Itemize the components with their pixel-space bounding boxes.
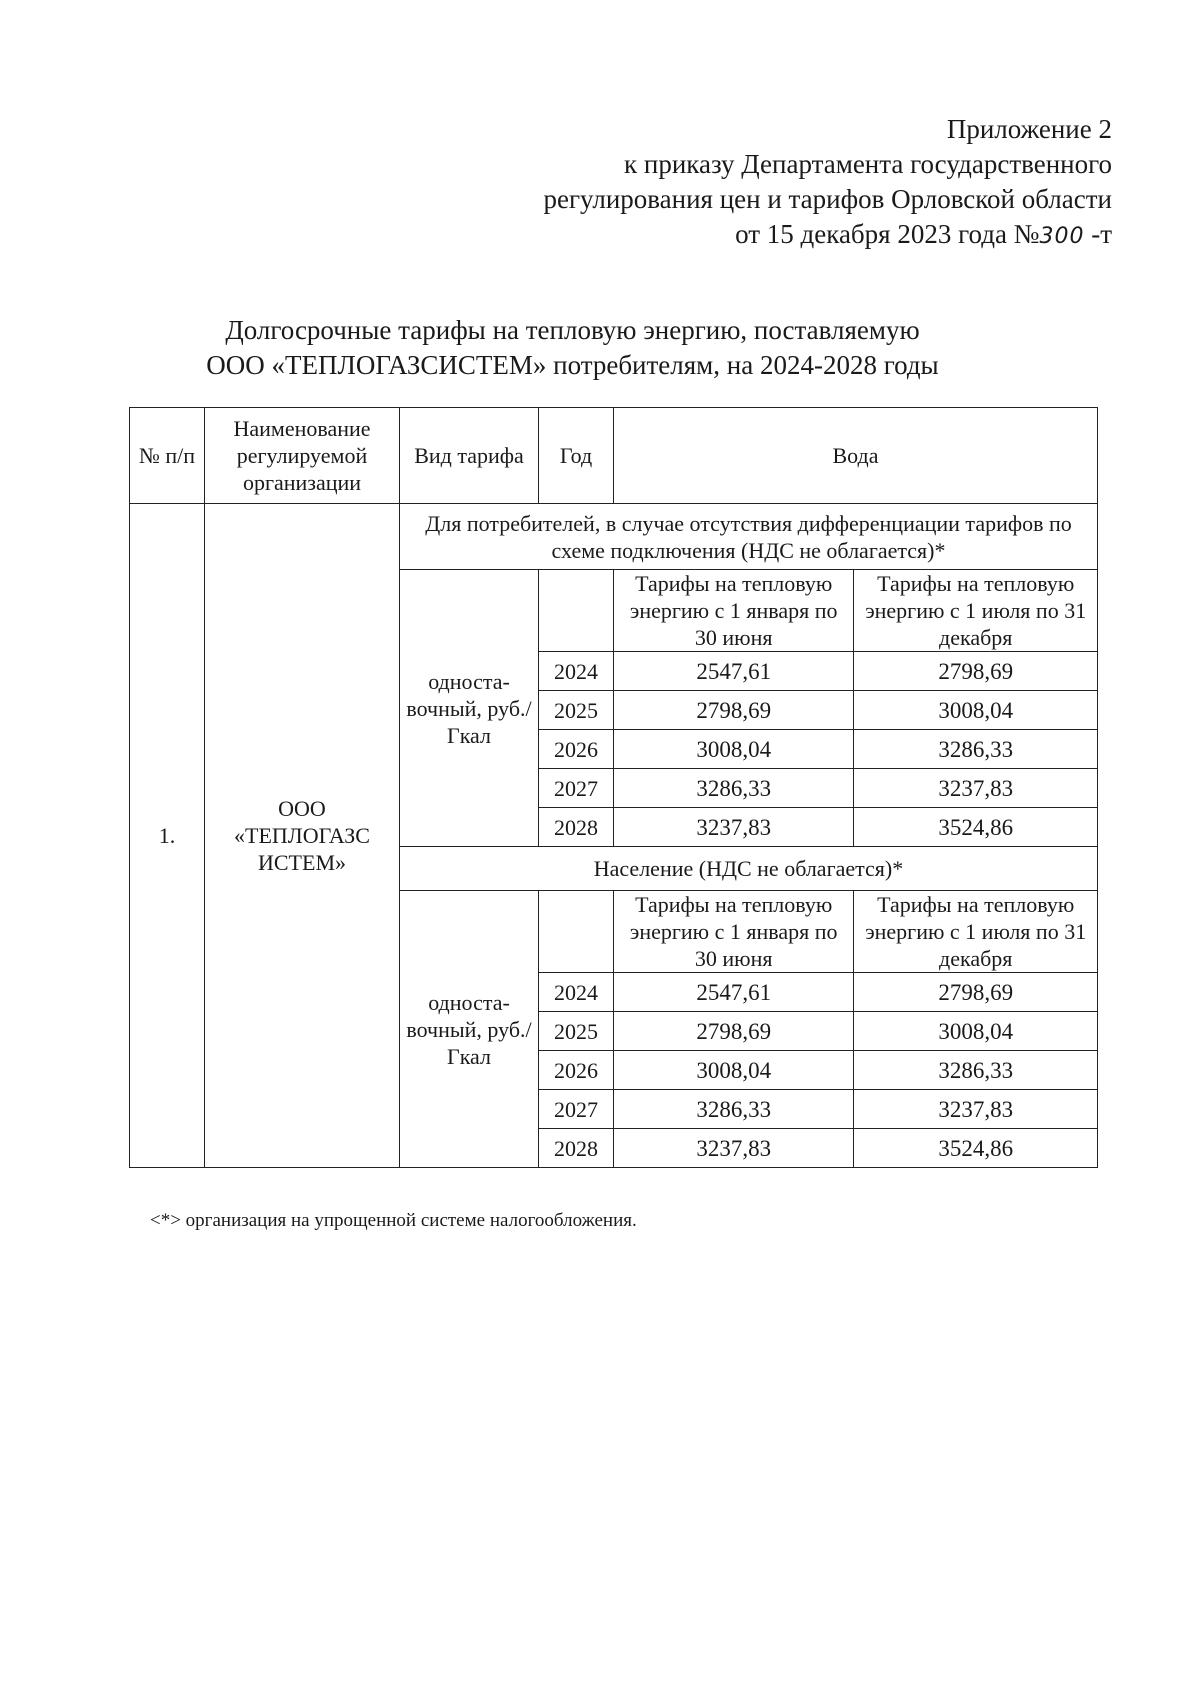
- year-cell: 2025: [539, 691, 614, 730]
- order-suffix: -т: [1084, 219, 1112, 249]
- appendix-line-3: регулирования цен и тарифов Орловской области: [543, 184, 1112, 214]
- appendix-block: [543, 112, 1112, 254]
- year-cell: 2026: [539, 730, 614, 769]
- tariff-h2-cell: 3524,86: [854, 1129, 1098, 1168]
- header-org: Наименование регулируемой организации: [205, 408, 400, 504]
- order-number: 300: [1039, 224, 1085, 249]
- year-cell: 2028: [539, 808, 614, 847]
- header-year: Год: [539, 408, 614, 504]
- appendix-line-2: к приказу Департамента государственного: [624, 149, 1112, 179]
- row-number: 1.: [130, 504, 205, 1168]
- period-header-h1: Тарифы на тепловую энергию с 1 января по 30 июня: [614, 891, 854, 973]
- header-water: Вода: [614, 408, 1098, 504]
- year-cell: 2025: [539, 1012, 614, 1051]
- title-line-1: Долгосрочные тарифы на тепловую энергию, поставляемую: [225, 315, 920, 345]
- tariff-h1-cell: 2798,69: [614, 1012, 854, 1051]
- org-name: ООО «ТЕПЛОГАЗС ИСТЕМ»: [205, 504, 400, 1168]
- tariff-h1-cell: 3286,33: [614, 1090, 854, 1129]
- tariff-h2-cell: 3286,33: [854, 1051, 1098, 1090]
- header-num: № п/п: [130, 408, 205, 504]
- tariff-h1-cell: 2547,61: [614, 652, 854, 691]
- year-cell: 2027: [539, 769, 614, 808]
- tariff-h2-cell: 3237,83: [854, 769, 1098, 808]
- year-cell: 2027: [539, 1090, 614, 1129]
- tariff-table: [129, 407, 1098, 1168]
- appendix-line-4: [543, 217, 1112, 254]
- tariff-h2-cell: 3008,04: [854, 691, 1098, 730]
- tariff-h2-cell: 3524,86: [854, 808, 1098, 847]
- tariff-h2-cell: 3008,04: [854, 1012, 1098, 1051]
- tariff-h1-cell: 2547,61: [614, 973, 854, 1012]
- order-date: от 15 декабря 2023 года №: [735, 219, 1040, 249]
- year-cell: 2028: [539, 1129, 614, 1168]
- header-type: Вид тарифа: [400, 408, 539, 504]
- period-year-empty: [539, 570, 614, 652]
- table-header-row: [130, 408, 1098, 504]
- period-year-empty: [539, 891, 614, 973]
- tariff-h2-cell: 3237,83: [854, 1090, 1098, 1129]
- period-header-h2: Тарифы на тепловую энергию с 1 июля по 31 декабря: [854, 891, 1098, 973]
- group-1-tariff-type: односта-вочный, руб./Гкал: [400, 570, 539, 847]
- title-line-2: ООО «ТЕПЛОГАЗСИСТЕМ» потребителям, на 2024-2028 годы: [206, 350, 939, 380]
- tariff-h1-cell: 3008,04: [614, 730, 854, 769]
- appendix-line-1: Приложение 2: [946, 114, 1112, 144]
- year-cell: 2024: [539, 973, 614, 1012]
- tariff-h1-cell: 3286,33: [614, 769, 854, 808]
- year-cell: 2026: [539, 1051, 614, 1090]
- group-2-title: Население (НДС не облагается)*: [400, 847, 1098, 891]
- group-1-title: Для потребителей, в случае отсутствия дифференциации тарифов по схеме подключения (НДС не облагается)*: [400, 504, 1098, 570]
- tariff-h1-cell: 3237,83: [614, 808, 854, 847]
- group-title-row: [130, 504, 1098, 570]
- footnote: <*> организация на упрощенной системе налогообложения.: [150, 1210, 637, 1231]
- tariff-h1-cell: 3008,04: [614, 1051, 854, 1090]
- tariff-h2-cell: 2798,69: [854, 973, 1098, 1012]
- year-cell: 2024: [539, 652, 614, 691]
- period-header-h1: Тарифы на тепловую энергию с 1 января по 30 июня: [614, 570, 854, 652]
- document-title: [0, 313, 1145, 383]
- tariff-h2-cell: 3286,33: [854, 730, 1098, 769]
- tariff-h2-cell: 2798,69: [854, 652, 1098, 691]
- group-2-tariff-type: односта-вочный, руб./Гкал: [400, 891, 539, 1168]
- tariff-h1-cell: 2798,69: [614, 691, 854, 730]
- tariff-h1-cell: 3237,83: [614, 1129, 854, 1168]
- period-header-h2: Тарифы на тепловую энергию с 1 июля по 31 декабря: [854, 570, 1098, 652]
